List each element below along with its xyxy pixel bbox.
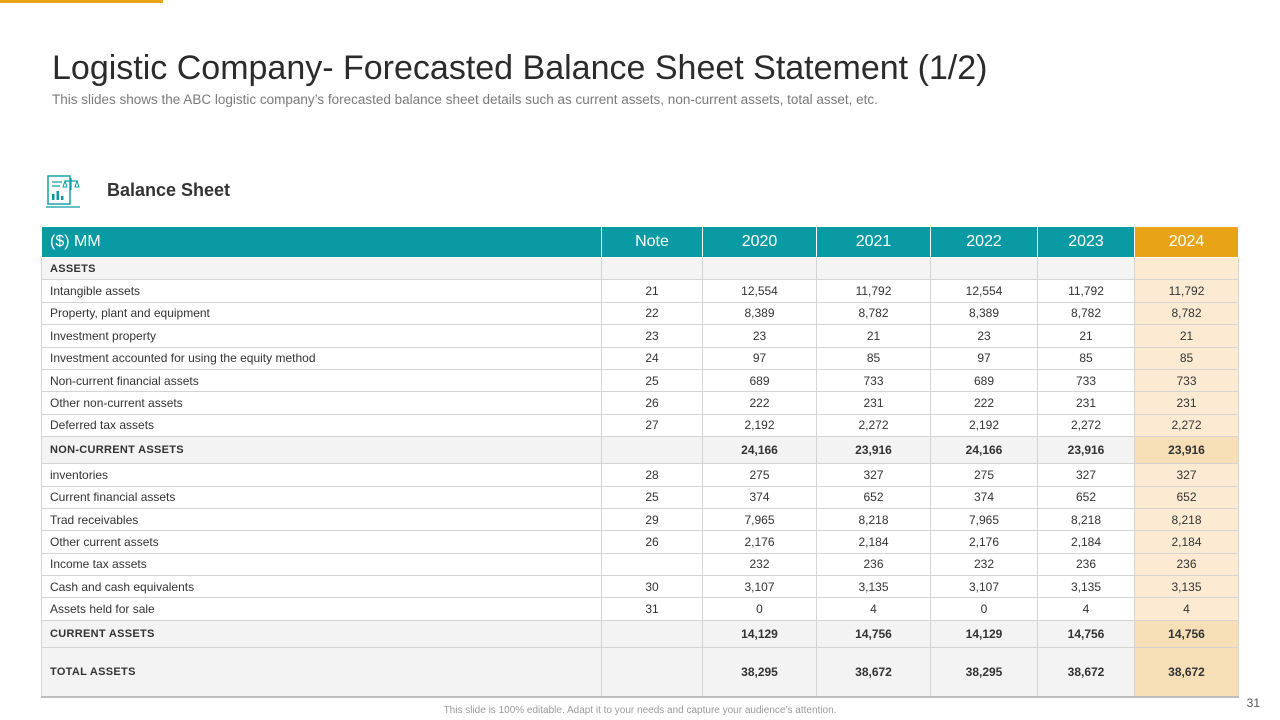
value-cell: 236 (817, 553, 931, 575)
row-label: Cash and cash equivalents (42, 576, 602, 598)
table-row (42, 486, 1239, 508)
table-header (42, 227, 1239, 258)
value-cell: 21 (1038, 325, 1135, 347)
value-cell: 38,295 (703, 647, 817, 697)
row-label: Investment property (42, 325, 602, 347)
note-cell (602, 437, 703, 464)
value-cell: 14,129 (703, 620, 817, 647)
value-cell: 733 (1135, 369, 1239, 391)
value-cell: 8,389 (703, 302, 817, 324)
page-number: 31 (1246, 696, 1260, 710)
value-cell: 14,129 (931, 620, 1038, 647)
value-cell: 652 (817, 486, 931, 508)
value-cell: 275 (703, 464, 817, 486)
value-cell (817, 258, 931, 280)
note-cell (602, 647, 703, 697)
value-cell: 2,192 (931, 414, 1038, 436)
slide-title: Logistic Company- Forecasted Balance Sheet Statement (1/2) (52, 48, 988, 87)
row-label: Income tax assets (42, 553, 602, 575)
value-cell: 4 (817, 598, 931, 620)
value-cell: 327 (1038, 464, 1135, 486)
row-label: Trad receivables (42, 508, 602, 530)
value-cell: 4 (1135, 598, 1239, 620)
value-cell: 11,792 (1038, 280, 1135, 302)
value-cell: 8,782 (817, 302, 931, 324)
value-cell: 327 (1135, 464, 1239, 486)
value-cell: 0 (931, 598, 1038, 620)
note-cell: 27 (602, 414, 703, 436)
value-cell: 2,176 (703, 531, 817, 553)
note-cell: 28 (602, 464, 703, 486)
row-label: Intangible assets (42, 280, 602, 302)
column-header: 2020 (703, 227, 817, 258)
value-cell: 2,176 (931, 531, 1038, 553)
value-cell: 97 (931, 347, 1038, 369)
value-cell: 23,916 (817, 437, 931, 464)
value-cell (703, 258, 817, 280)
value-cell: 21 (817, 325, 931, 347)
table-row (42, 598, 1239, 620)
value-cell: 2,272 (1038, 414, 1135, 436)
value-cell: 12,554 (703, 280, 817, 302)
note-cell: 30 (602, 576, 703, 598)
value-cell: 24,166 (931, 437, 1038, 464)
table-row (42, 325, 1239, 347)
note-cell: 29 (602, 508, 703, 530)
value-cell: 2,184 (1038, 531, 1135, 553)
value-cell: 11,792 (1135, 280, 1239, 302)
table-row (42, 302, 1239, 324)
value-cell: 38,672 (1135, 647, 1239, 697)
value-cell: 222 (703, 392, 817, 414)
value-cell: 689 (931, 369, 1038, 391)
accent-bar (0, 0, 163, 3)
table-row (42, 508, 1239, 530)
value-cell: 8,218 (1135, 508, 1239, 530)
value-cell: 374 (931, 486, 1038, 508)
value-cell: 231 (817, 392, 931, 414)
table-row (42, 369, 1239, 391)
value-cell: 2,272 (1135, 414, 1239, 436)
row-label: CURRENT ASSETS (42, 620, 602, 647)
row-label: Other non-current assets (42, 392, 602, 414)
row-label: NON-CURRENT ASSETS (42, 437, 602, 464)
note-cell: 24 (602, 347, 703, 369)
value-cell: 14,756 (1038, 620, 1135, 647)
note-cell: 26 (602, 392, 703, 414)
value-cell: 85 (1135, 347, 1239, 369)
value-cell: 85 (1038, 347, 1135, 369)
row-label: Current financial assets (42, 486, 602, 508)
note-cell: 26 (602, 531, 703, 553)
value-cell: 8,218 (817, 508, 931, 530)
note-cell: 21 (602, 280, 703, 302)
value-cell: 275 (931, 464, 1038, 486)
row-label: Assets held for sale (42, 598, 602, 620)
value-cell: 652 (1135, 486, 1239, 508)
value-cell: 3,135 (1038, 576, 1135, 598)
slide-subtitle: This slides shows the ABC logistic company’s forecasted balance sheet details such as current assets, non-current assets, total asset, etc. (52, 92, 878, 107)
table-row (42, 347, 1239, 369)
value-cell (1038, 258, 1135, 280)
row-label: inventories (42, 464, 602, 486)
table-row (42, 414, 1239, 436)
row-label: Deferred tax assets (42, 414, 602, 436)
row-label: Investment accounted for using the equity method (42, 347, 602, 369)
value-cell: 8,389 (931, 302, 1038, 324)
column-header-label: ($) MM (42, 227, 602, 258)
subtotal-row (42, 437, 1239, 464)
table-row (42, 392, 1239, 414)
row-label: ASSETS (42, 258, 602, 280)
note-cell (602, 258, 703, 280)
column-header: Note (602, 227, 703, 258)
note-cell: 22 (602, 302, 703, 324)
note-cell: 31 (602, 598, 703, 620)
total-row (42, 647, 1239, 697)
value-cell: 3,135 (817, 576, 931, 598)
value-cell: 14,756 (817, 620, 931, 647)
table-row (42, 576, 1239, 598)
balance-sheet-icon (44, 172, 82, 210)
value-cell: 24,166 (703, 437, 817, 464)
value-cell: 231 (1135, 392, 1239, 414)
value-cell: 97 (703, 347, 817, 369)
column-header: 2022 (931, 227, 1038, 258)
value-cell: 733 (1038, 369, 1135, 391)
value-cell: 11,792 (817, 280, 931, 302)
value-cell (931, 258, 1038, 280)
value-cell: 8,218 (1038, 508, 1135, 530)
value-cell: 374 (703, 486, 817, 508)
value-cell: 23 (703, 325, 817, 347)
table-row (42, 553, 1239, 575)
row-label: Non-current financial assets (42, 369, 602, 391)
value-cell: 21 (1135, 325, 1239, 347)
value-cell: 232 (703, 553, 817, 575)
value-cell (1135, 258, 1239, 280)
value-cell: 222 (931, 392, 1038, 414)
note-cell: 25 (602, 369, 703, 391)
note-cell (602, 620, 703, 647)
value-cell: 689 (703, 369, 817, 391)
value-cell: 85 (817, 347, 931, 369)
value-cell: 7,965 (931, 508, 1038, 530)
value-cell: 231 (1038, 392, 1135, 414)
value-cell: 4 (1038, 598, 1135, 620)
value-cell: 38,672 (817, 647, 931, 697)
value-cell: 2,184 (817, 531, 931, 553)
value-cell: 8,782 (1135, 302, 1239, 324)
column-header: 2024 (1135, 227, 1239, 258)
value-cell: 12,554 (931, 280, 1038, 302)
value-cell: 38,672 (1038, 647, 1135, 697)
row-label: TOTAL ASSETS (42, 647, 602, 697)
value-cell: 23,916 (1135, 437, 1239, 464)
row-label: Property, plant and equipment (42, 302, 602, 324)
value-cell: 14,756 (1135, 620, 1239, 647)
value-cell: 2,184 (1135, 531, 1239, 553)
value-cell: 23,916 (1038, 437, 1135, 464)
value-cell: 3,107 (703, 576, 817, 598)
table-row (42, 280, 1239, 302)
value-cell: 327 (817, 464, 931, 486)
table-row (42, 531, 1239, 553)
section-title: Balance Sheet (107, 180, 231, 200)
value-cell: 7,965 (703, 508, 817, 530)
footer-note: This slide is 100% editable. Adapt it to your needs and capture your audience’s attention. (443, 705, 837, 716)
value-cell: 652 (1038, 486, 1135, 508)
note-cell: 23 (602, 325, 703, 347)
note-cell (602, 553, 703, 575)
column-header: 2021 (817, 227, 931, 258)
balance-sheet-table (41, 226, 1239, 698)
value-cell: 3,107 (931, 576, 1038, 598)
value-cell: 0 (703, 598, 817, 620)
note-cell: 25 (602, 486, 703, 508)
value-cell: 3,135 (1135, 576, 1239, 598)
value-cell: 232 (931, 553, 1038, 575)
value-cell: 2,272 (817, 414, 931, 436)
table-row (42, 464, 1239, 486)
value-cell: 236 (1038, 553, 1135, 575)
subtotal-row (42, 620, 1239, 647)
row-label: Other current assets (42, 531, 602, 553)
column-header: 2023 (1038, 227, 1135, 258)
value-cell: 2,192 (703, 414, 817, 436)
section-header-row (42, 258, 1239, 280)
value-cell: 8,782 (1038, 302, 1135, 324)
value-cell: 733 (817, 369, 931, 391)
value-cell: 236 (1135, 553, 1239, 575)
value-cell: 23 (931, 325, 1038, 347)
value-cell: 38,295 (931, 647, 1038, 697)
